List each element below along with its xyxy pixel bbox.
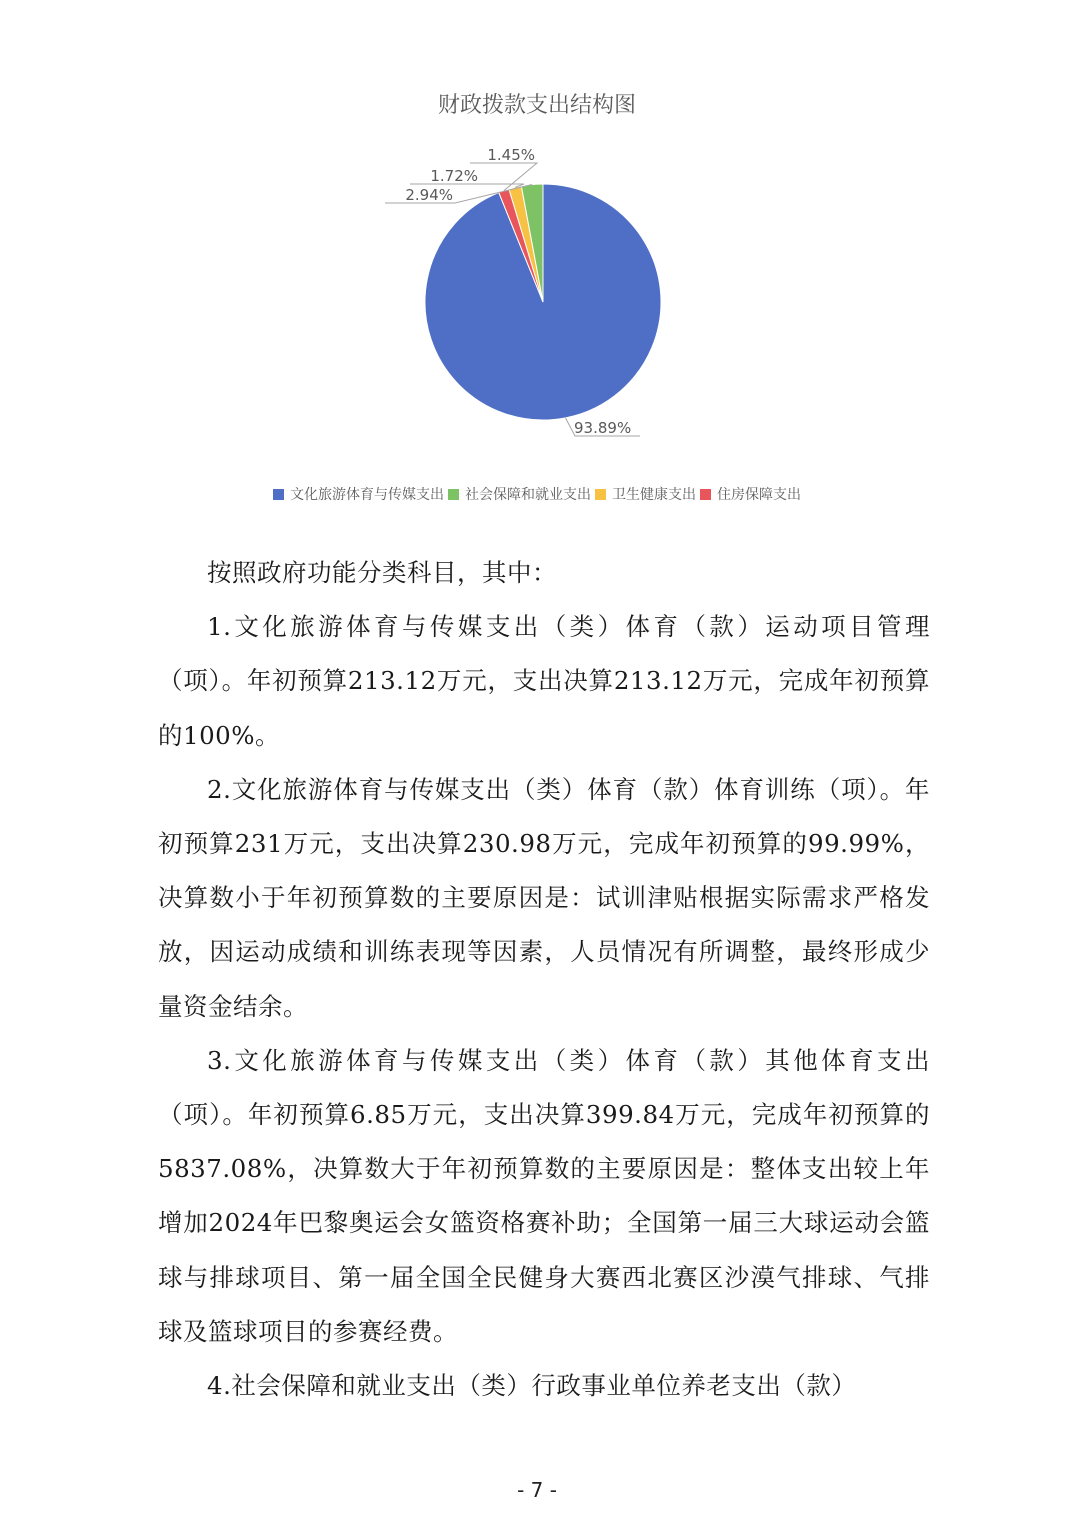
legend-label: 卫生健康支出 bbox=[612, 487, 696, 503]
paragraph-item-1: 1.文化旅游体育与传媒支出（类）体育（款）运动项目管理（项）。年初预算213.12万元，支出决算213.12万元，完成年初预算的100%。 bbox=[158, 612, 930, 750]
page-number: - 7 - bbox=[517, 1478, 557, 1502]
legend-label: 文化旅游体育与传媒支出 bbox=[290, 487, 444, 503]
legend-item bbox=[700, 484, 801, 504]
chart-title: 财政拨款支出结构图 bbox=[437, 93, 636, 118]
pie-chart bbox=[0, 0, 1074, 520]
data-label: 1.45% bbox=[487, 146, 535, 164]
data-label: 1.72% bbox=[430, 167, 478, 185]
paragraph-intro: 按照政府功能分类科目，其中： bbox=[207, 558, 557, 587]
chart-legend bbox=[0, 484, 1074, 504]
legend-swatch bbox=[273, 489, 284, 500]
document-body bbox=[158, 546, 930, 1413]
legend-swatch bbox=[700, 489, 711, 500]
pie-chart-svg bbox=[0, 0, 1074, 480]
data-label: 93.89% bbox=[574, 419, 632, 437]
legend-item bbox=[273, 484, 444, 504]
paragraph-item-3: 3.文化旅游体育与传媒支出（类）体育（款）其他体育支出（项）。年初预算6.85万元，支出决算399.84万元，完成年初预算的5837.08%，决算数大于年初预算数的主要原因是：整体支出较上年增加2024年巴黎奥运会女篮资格赛补助；全国第一届三大球运动会篮球与排球项目、第一届全国全民健身大赛西北赛区沙漠气排球、气排球及篮球项目的参赛经费。 bbox=[158, 1045, 930, 1346]
data-label: 2.94% bbox=[405, 186, 453, 204]
paragraph-item-2: 2.文化旅游体育与传媒支出（类）体育（款）体育训练（项）。年初预算231万元，支出决算230.98万元，完成年初预算的99.99%，决算数小于年初预算数的主要原因是：试训津贴根据实际需求严格发放，因运动成绩和训练表现等因素，人员情况有所调整，最终形成少量资金结余。 bbox=[158, 774, 930, 1021]
legend-item bbox=[448, 484, 591, 504]
legend-label: 社会保障和就业支出 bbox=[465, 487, 591, 503]
legend-swatch bbox=[448, 489, 459, 500]
legend-item bbox=[595, 484, 696, 504]
legend-swatch bbox=[595, 489, 606, 500]
paragraph-item-4: 4.社会保障和就业支出（类）行政事业单位养老支出（款） bbox=[207, 1371, 857, 1401]
legend-label: 住房保障支出 bbox=[717, 487, 801, 503]
